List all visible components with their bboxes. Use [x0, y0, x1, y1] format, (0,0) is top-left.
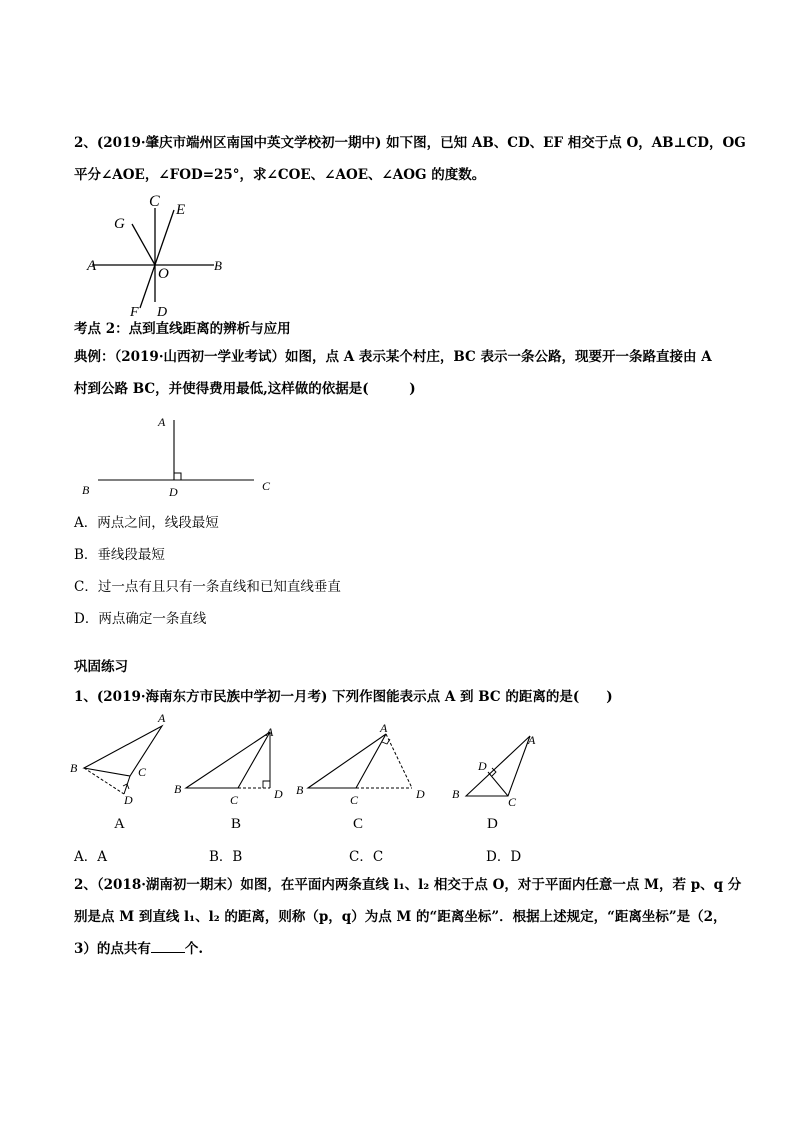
- practice-option-b: B．B: [209, 849, 243, 865]
- option-c: C．过一点有且只有一条直线和已知直线垂直: [74, 579, 341, 595]
- figure-option-b: [168, 720, 296, 812]
- practice-option-d: D．D: [486, 849, 522, 865]
- label-a: A: [266, 725, 274, 739]
- example-line-1: 典例：（2019·山西初一学业考试）如图，点 A 表示某个村庄，BC 表示一条公路，现要开一条路直接由 A: [74, 349, 712, 365]
- figure-caption-b: B: [231, 816, 242, 832]
- label-d: D: [169, 485, 178, 499]
- section-heading-practice: 巩固练习: [74, 659, 128, 675]
- label-b: B: [452, 787, 460, 801]
- figure-caption-d: D: [487, 816, 498, 832]
- label-c: C: [262, 479, 271, 493]
- label-c: C: [149, 193, 160, 210]
- label-a: A: [158, 415, 166, 429]
- figure-caption-c: C: [353, 816, 364, 832]
- label-f: F: [130, 305, 139, 320]
- label-a: A: [528, 733, 536, 747]
- option-a: A．两点之间，线段最短: [74, 515, 219, 531]
- segment-cd: [488, 772, 508, 796]
- line-3-text-before: 3）的点共有: [74, 941, 151, 957]
- option-b: B．垂线段最短: [74, 547, 165, 563]
- label-c: C: [138, 765, 147, 779]
- answer-blank[interactable]: [151, 940, 185, 953]
- label-b: B: [174, 782, 182, 796]
- figure-option-a: [66, 710, 178, 808]
- label-c: C: [350, 793, 359, 807]
- label-e: E: [176, 202, 186, 218]
- triangle-abc: [186, 732, 270, 788]
- figure-option-c: [290, 720, 440, 812]
- question-2-line-1: 2、(2019·肇庆市端州区南国中英文学校初一期中) 如下图，已知 AB、CD、EF 相交于点 O，AB⊥CD，OG: [74, 135, 746, 151]
- right-angle-mark: [263, 781, 270, 788]
- practice-question-2-line-2: 别是点 M 到直线 l₁、l₂ 的距离，则称（p，q）为点 M 的“距离坐标”．根据上述规定，“距离坐标”是（2，: [74, 909, 727, 925]
- label-b: B: [82, 483, 90, 497]
- label-b: B: [296, 783, 304, 797]
- figure-caption-a: A: [114, 816, 125, 832]
- label-a: A: [158, 711, 166, 725]
- practice-option-c: C．C: [349, 849, 384, 865]
- segment-ad: [386, 734, 412, 788]
- label-d: D: [416, 787, 425, 801]
- label-c: C: [508, 795, 517, 809]
- label-b: B: [214, 258, 222, 273]
- label-c: C: [230, 793, 239, 807]
- label-d: D: [157, 305, 168, 320]
- triangle-abc: [308, 734, 386, 788]
- practice-question-2-line-3: [74, 940, 734, 958]
- label-d: D: [274, 787, 283, 801]
- example-line-2: 村到公路 BC，并使得费用最低,这样做的依据是( ): [74, 381, 416, 397]
- right-angle-mark: [174, 473, 181, 480]
- triangle-abc: [466, 736, 530, 796]
- label-a: A: [380, 721, 388, 735]
- practice-question-2-line-1: 2、（2018·湖南初一期末）如图，在平面内两条直线 l₁、l₂ 相交于点 O，对于平面内任意一点 M，若 p、q 分: [74, 877, 742, 893]
- line-ef: [140, 210, 174, 308]
- practice-option-a: A．A: [74, 849, 107, 865]
- triangle-abc: [84, 726, 162, 776]
- figure-perpendicular: [74, 410, 284, 500]
- line-3-text-after: 个.: [184, 941, 204, 957]
- ray-og: [132, 224, 155, 265]
- option-d: D．两点确定一条直线: [74, 611, 207, 627]
- label-o: O: [158, 266, 169, 282]
- label-g: G: [114, 216, 125, 232]
- label-d: D: [124, 793, 133, 807]
- label-d: D: [478, 759, 487, 773]
- label-b: B: [70, 761, 78, 775]
- section-heading-kaodian-2: 考点 2：点到直线距离的辨析与应用: [74, 321, 291, 337]
- label-a: A: [87, 258, 97, 274]
- practice-question-1: 1、(2019·海南东方市民族中学初一月考) 下列作图能表示点 A 到 BC 的距离的是( ): [74, 689, 613, 705]
- figure-option-d: [448, 724, 552, 812]
- figure-intersecting-lines: [82, 190, 242, 322]
- question-2-line-2: 平分∠AOE，∠FOD=25°，求∠COE、∠AOE、∠AOG 的度数。: [74, 167, 486, 183]
